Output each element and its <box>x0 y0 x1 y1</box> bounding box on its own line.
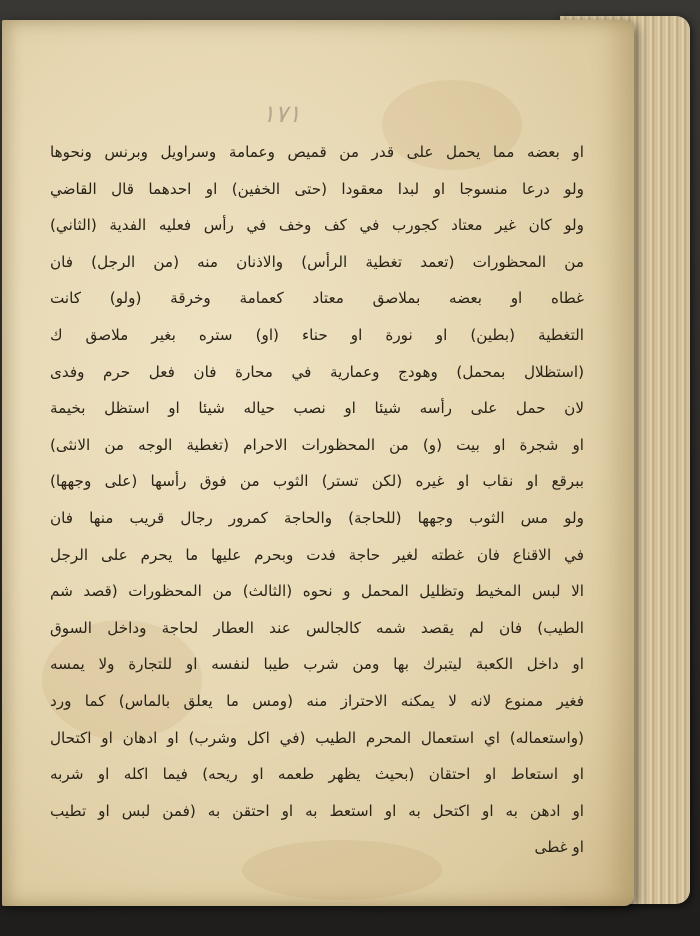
manuscript-text <box>50 134 584 866</box>
text-line: من المحظورات (تعمد تغطية الرأس) والاذنان منه (من الرجل) فان <box>50 252 584 271</box>
text-line: ولو مس الثوب وجهها (للحاجة) والحاجة كمرور رجال قريب منها فان <box>50 508 584 527</box>
text-line-final: او غطى <box>534 838 584 857</box>
text-line: او استعاط او احتقان (بحيث يظهر طعمه او ريحه) فيما اكله او شربه <box>50 765 584 784</box>
text-line: غطاه او بعضه بملاصق معتاد كعمامة وخرقة (ولو) كانت <box>50 289 584 308</box>
text-line: او ادهن به او اكتحل به او استعط به او احتقن به (فمن لبس او تطيب <box>50 801 584 820</box>
text-line: فغير ممنوع لانه لا يمكنه الاحتراز منه (ومس ما يعلق بالماس) كما ورد <box>50 691 584 710</box>
text-line: في الاقناع فان غطته لغير حاجة فدت وبحرم عليها ما يحرم على الرجل <box>50 545 584 564</box>
text-line: ولو كان غير معتاد كجورب في كف وخف في رأس فعليه الفدية (الثاني) <box>50 216 584 235</box>
text-line: الطيب) فان لم يقصد شمه كالجالس عند العطار لحاجة وداخل السوق <box>50 618 584 637</box>
text-line: او بعضه مما يحمل على قدر من قميص وعمامة وسراويل وبرنس ونحوها <box>50 143 584 161</box>
text-line: ولو درعا منسوجا او لبدا معقودا (حتى الخفين) او احدهما قال القاضي <box>50 179 584 198</box>
text-line: لان حمل على رأسه شيئا او نصب حياله شيئا او استظل بخيمة <box>50 399 584 418</box>
text-line: او داخل الكعبة ليتبرك بها ومن شرب طيبا لنفسه او للتجارة ولا يمسه <box>50 655 584 674</box>
text-line: التغطية (بطين) او نورة او حناء (او) ستره بغير ملاصق ك <box>50 325 584 344</box>
text-line: الا لبس المخيط وتظليل المحمل و نحوه (الثالث) من المحظورات (قصد شم <box>50 582 584 601</box>
text-line: او شجرة او بيت (و) من المحظورات الاحرام (تغطية الوجه من الانثى) <box>50 435 584 454</box>
text-line: (واستعماله) اي استعمال المحرم الطيب (في اكل وشرب) او ادهان او اكتحال <box>50 728 584 747</box>
text-line: ببرقع او نقاب او غيره (لكن تستر) الثوب من فوق رأسها (على وجهها) <box>50 472 584 491</box>
text-line: (استظلال بمحمل) وهودج وعمارية في محارة فان فعل حرم وفدى <box>50 362 584 381</box>
folio-number: ١٧١ <box>262 100 301 128</box>
